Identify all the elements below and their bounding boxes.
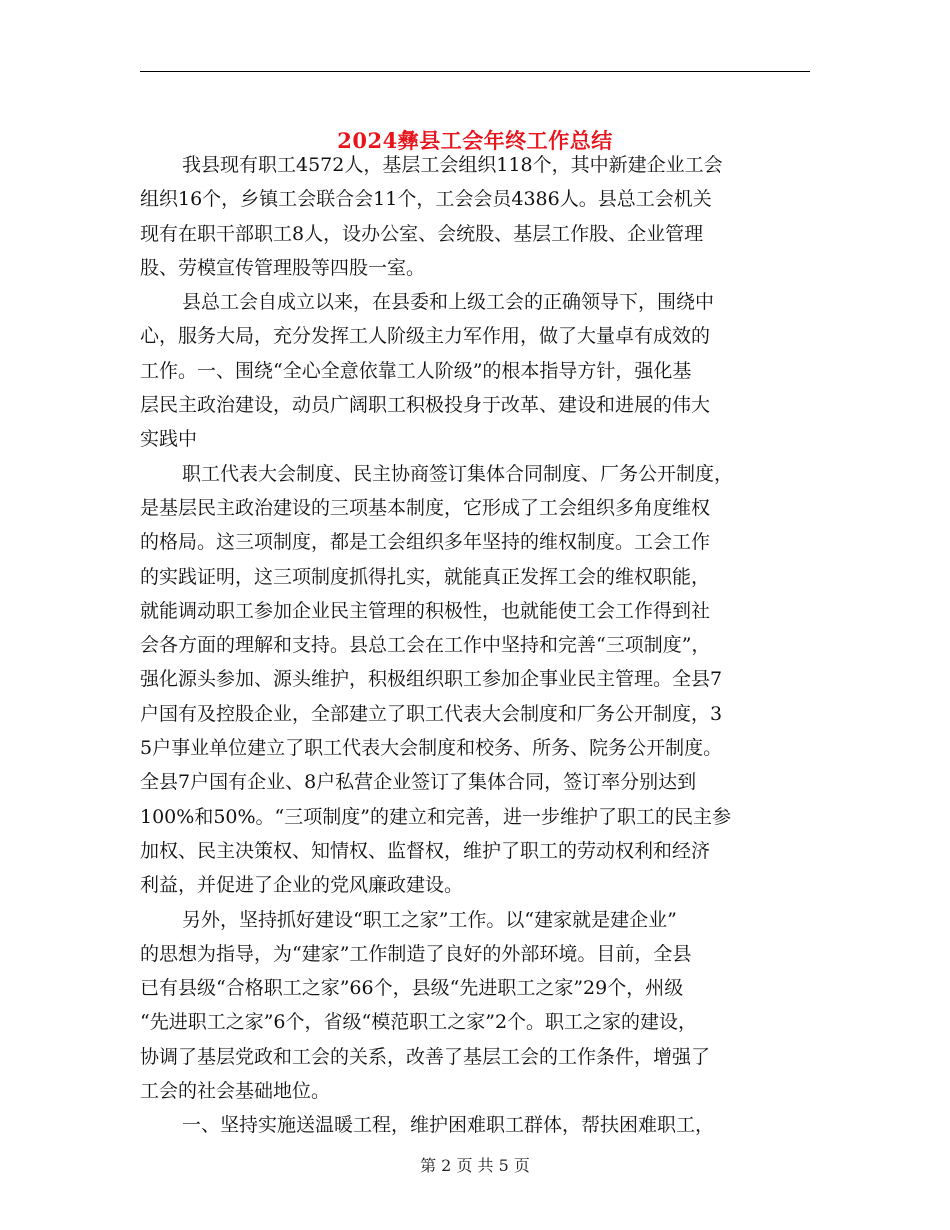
paragraph-line: 职工代表大会制度、民主协商签订集体合同制度、厂务公开制度， [182,462,734,485]
paragraph-line: 全县7户国有企业、8户私营企业签订了集体合同，签订率分别达到 [140,771,697,794]
paragraph-line: 100%和50%。“三项制度”的建立和完善，进一步维护了职工的民主参 [140,805,731,828]
paragraph-line: 心，服务大局，充分发挥工人阶级主力军作用，做了大量卓有成效的 [140,325,711,348]
paragraph [140,285,810,456]
paragraph [140,148,810,285]
paragraph-line: 是基层民主政治建设的三项基本制度，它形成了工会组织多角度维权 [140,496,711,519]
paragraph [140,457,810,903]
paragraph-line: 的思想为指导，为“建家”工作制造了良好的外部环境。目前，全县 [140,942,692,965]
paragraph-line: 的实践证明，这三项制度抓得扎实，就能真正发挥工会的维权职能， [140,565,711,588]
paragraph-line: 5户事业单位建立了职工代表大会制度和校务、所务、院务公开制度。 [140,737,723,760]
paragraph [140,903,810,1109]
paragraph-line: 另外，坚持抓好建设“职工之家”工作。以“建家就是建企业” [182,908,677,931]
document-body [140,148,810,1143]
paragraph-line: 工作。一、围绕“全心全意依靠工人阶级”的根本指导方针，强化基 [140,359,692,382]
paragraph-line: 已有县级“合格职工之家”66个，县级“先进职工之家”29个，州级 [140,977,684,1000]
paragraph-line: 协调了基层党政和工会的关系，改善了基层工会的工作条件，增强了 [140,1045,711,1068]
paragraph-line: 现有在职干部职工8人，设办公室、会统股、基层工作股、企业管理 [140,222,704,245]
paragraph-line: “先进职工之家”6个，省级“模范职工之家”2个。职工之家的建设， [140,1011,698,1034]
paragraph-line: 层民主政治建设，动员广阔职工积极投身于改革、建设和进展的伟大 [140,394,711,417]
page-number: 第 2 页 共 5 页 [420,1156,530,1175]
paragraph-line: 就能调动职工参加企业民主管理的积极性，也就能使工会工作得到社 [140,599,711,622]
paragraph-line: 利益，并促进了企业的党风廉政建设。 [140,874,464,897]
paragraph-line: 组织16个，乡镇工会联合会11个，工会会员4386人。县总工会机关 [140,188,712,211]
paragraph-line: 工会的社会基础地位。 [140,1080,331,1103]
paragraph-line: 加权、民主决策权、知情权、监督权，维护了职工的劳动权利和经济 [140,839,711,862]
header-rule [140,71,810,72]
paragraph-line: 股、劳模宣传管理股等四股一室。 [140,256,426,279]
paragraph-line: 会各方面的理解和支持。县总工会在工作中坚持和完善“三项制度”， [140,634,711,657]
paragraph-line: 户国有及控股企业，全部建立了职工代表大会制度和厂务公开制度，3 [140,702,723,725]
paragraph-line: 的格局。这三项制度，都是工会组织多年坚持的维权制度。工会工作 [140,531,711,554]
paragraph-line: 强化源头参加、源头维护，积极组织职工参加企事业民主管理。全县7 [140,668,723,691]
paragraph-line: 一、坚持实施送温暖工程，维护困难职工群体，帮扶困难职工， [182,1114,715,1137]
paragraph-line: 县总工会自成立以来，在县委和上级工会的正确领导下，围绕中 [182,291,715,314]
paragraph-line: 我县现有职工4572人，基层工会组织118个，其中新建企业工会 [182,154,723,176]
document-title: 2024彝县工会年终工作总结 [337,128,613,154]
paragraph [140,1108,810,1142]
paragraph-line: 实践中 [140,428,198,451]
